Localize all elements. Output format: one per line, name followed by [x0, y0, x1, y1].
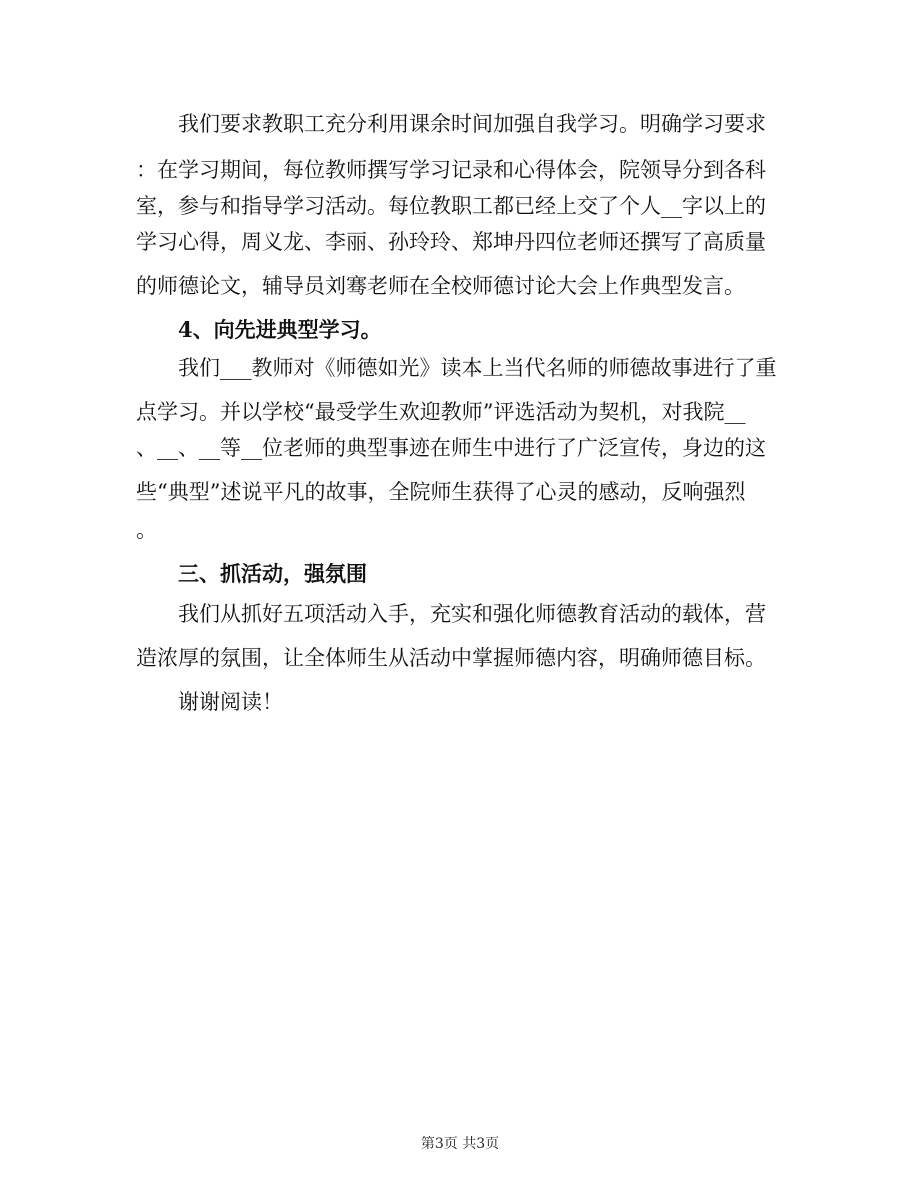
paragraph-1-line-2: ：在学习期间，每位教师撰写学习记录和心得体会，院领导分到各科 — [136, 158, 766, 182]
section-heading-3: 三、抓活动，强氛围 — [178, 561, 367, 586]
paragraph-2-line-4: 些“典型”述说平凡的故事，全院师生获得了心灵的感动，反响强烈 — [136, 480, 746, 504]
section-heading-4: 4、向先进典型学习。 — [178, 317, 382, 342]
page-footer: 第3页 共3页 — [420, 1136, 500, 1152]
paragraph-3-line-2: 造浓厚的氛围，让全体师生从活动中掌握师德内容，明确师德目标。 — [136, 646, 766, 670]
paragraph-1-line-5: 的师德论文，辅导员刘骞老师在全校师德讨论大会上作典型发言。 — [136, 274, 745, 298]
paragraph-1-line-3: 室，参与和指导学习活动。每位教职工都已经上交了个人__字以上的 — [136, 194, 766, 218]
paragraph-2-line-2: 点学习。并以学校“最受学生欢迎教师”评选活动为契机，对我院__ — [136, 400, 746, 424]
paragraph-3-line-1: 我们从抓好五项活动入手，充实和强化师德教育活动的载体，营 — [178, 602, 766, 626]
paragraph-2-line-3: 、__、__等__位老师的典型事迹在师生中进行了广泛宣传，身边的这 — [136, 436, 766, 460]
paragraph-1-line-4: 学习心得，周义龙、李丽、孙玲玲、郑坤丹四位老师还撰写了高质量 — [136, 230, 766, 254]
paragraph-2-line-1: 我们___教师对《师德如光》读本上当代名师的师德故事进行了重 — [178, 356, 777, 380]
closing-line: 谢谢阅读！ — [178, 690, 283, 714]
paragraph-2-line-5: 。 — [136, 518, 157, 542]
paragraph-1-line-1: 我们要求教职工充分利用课余时间加强自我学习。明确学习要求 — [178, 112, 766, 136]
